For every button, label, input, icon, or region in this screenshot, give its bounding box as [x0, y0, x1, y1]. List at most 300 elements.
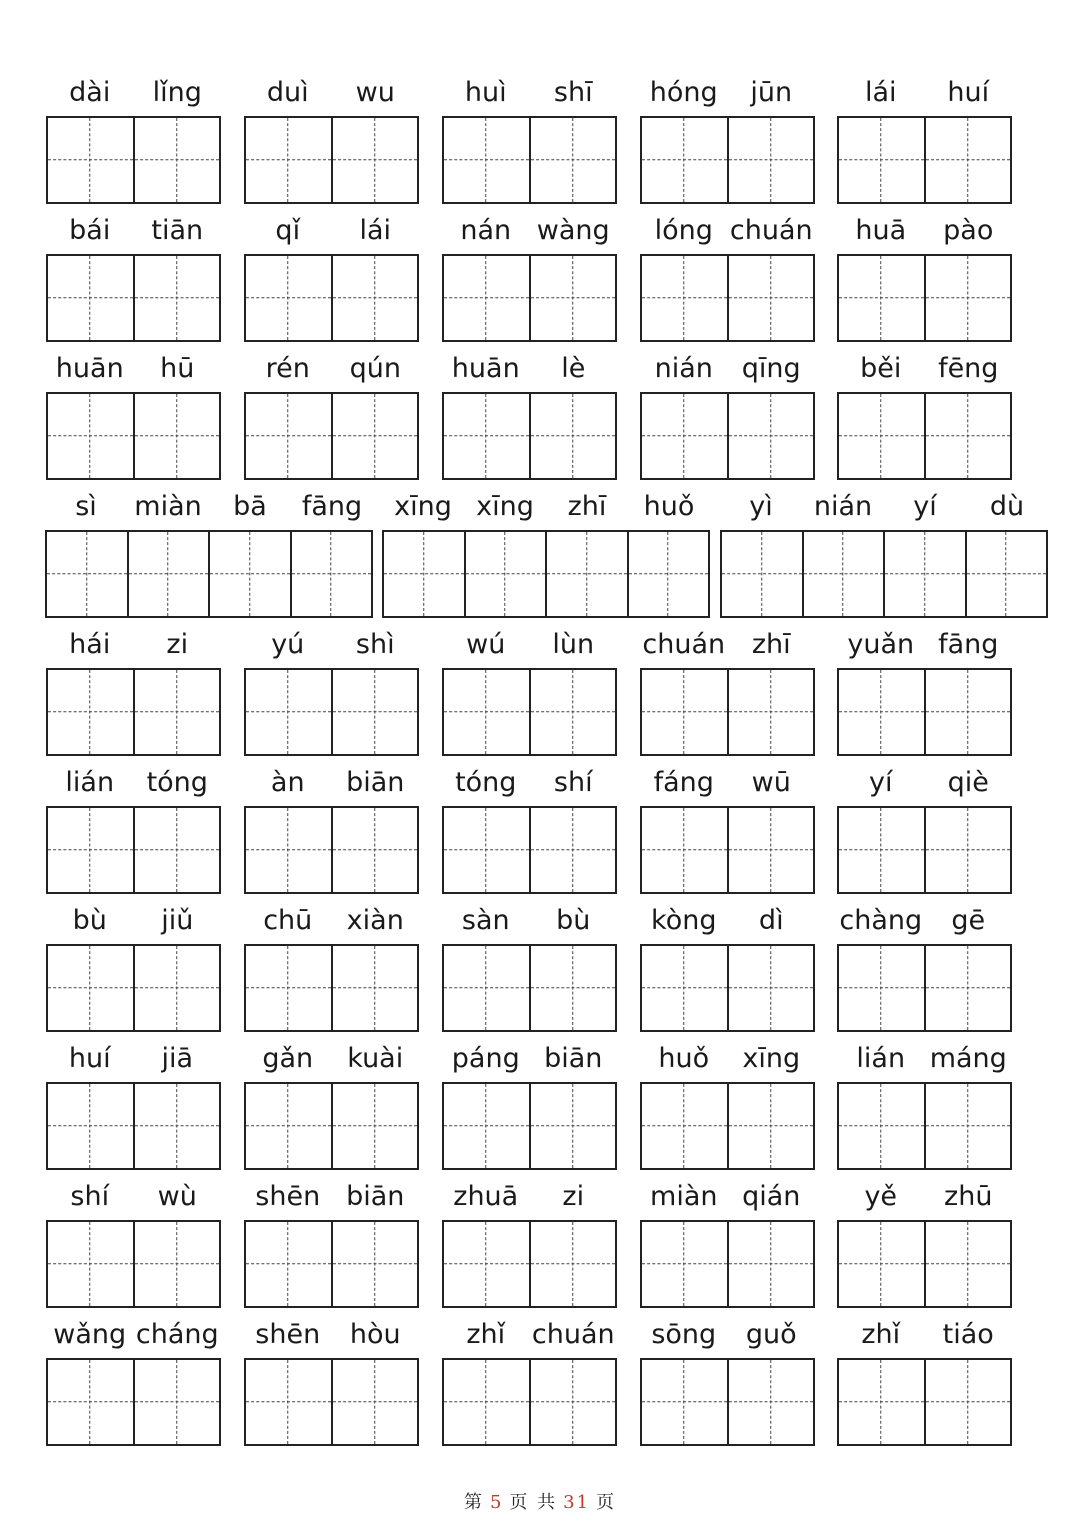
character-cell[interactable] [133, 394, 220, 478]
word-item [244, 1180, 419, 1308]
word-item [46, 1318, 221, 1446]
word-item [442, 904, 617, 1032]
pinyin-syllable: hòu [349, 1319, 401, 1350]
character-cell[interactable] [331, 946, 418, 1030]
tianzige-writing-grid [46, 116, 221, 204]
tianzige-writing-grid [640, 944, 815, 1032]
tianzige-writing-grid [837, 392, 1012, 480]
character-cell[interactable] [48, 1222, 133, 1306]
pinyin-syllable: qián [742, 1181, 801, 1212]
pinyin-syllable: qīng [741, 353, 801, 384]
character-cell[interactable] [727, 946, 814, 1030]
character-cell[interactable] [133, 1360, 220, 1444]
pinyin-syllable: huí [68, 1043, 111, 1074]
character-cell[interactable] [924, 946, 1011, 1030]
pinyin-syllable: wu [355, 77, 395, 108]
character-cell[interactable] [48, 1360, 133, 1444]
character-cell[interactable] [208, 532, 290, 616]
pinyin-syllable: sì [75, 491, 97, 522]
character-cell[interactable] [924, 118, 1011, 202]
pinyin-syllable: chàng [839, 905, 923, 936]
character-cell[interactable] [133, 670, 220, 754]
character-cell[interactable] [727, 808, 814, 892]
pinyin-syllable: xīng [742, 1043, 801, 1074]
footer-suffix: 页 [596, 1492, 617, 1513]
pinyin-syllable: biān [346, 1181, 405, 1212]
pinyin-syllable: tóng [455, 767, 517, 798]
character-cell[interactable] [839, 1084, 924, 1168]
character-cell[interactable] [444, 670, 529, 754]
character-cell[interactable] [464, 532, 546, 616]
pinyin-syllable: zhū [944, 1181, 993, 1212]
pinyin-syllable: hái [69, 629, 111, 660]
tianzige-writing-grid [837, 1082, 1012, 1170]
tianzige-writing-grid [244, 944, 419, 1032]
tianzige-writing-grid [442, 116, 617, 204]
word-item [442, 1042, 617, 1170]
character-cell[interactable] [839, 1222, 924, 1306]
tianzige-writing-grid [442, 944, 617, 1032]
pinyin-syllable: gǎn [262, 1043, 314, 1074]
character-cell[interactable] [529, 394, 616, 478]
tianzige-writing-grid [442, 1220, 617, 1308]
character-cell[interactable] [642, 1222, 727, 1306]
tianzige-writing-grid [442, 806, 617, 894]
word-item [46, 352, 221, 480]
pinyin-syllable: wàng [536, 215, 610, 246]
pinyin-syllable: nán [460, 215, 512, 246]
pinyin-syllable: miàn [650, 1181, 718, 1212]
word-item [244, 214, 419, 342]
pinyin-syllable: tiáo [942, 1319, 994, 1350]
character-cell[interactable] [727, 256, 814, 340]
pinyin-syllable: biān [346, 767, 405, 798]
pinyin-syllable: sàn [461, 905, 510, 936]
current-page-number: 5 [489, 1492, 504, 1513]
word-item [244, 628, 419, 756]
character-cell[interactable] [48, 946, 133, 1030]
pinyin-syllable: dù [989, 491, 1025, 522]
word-item [837, 1318, 1012, 1446]
character-cell[interactable] [384, 532, 464, 616]
pinyin-syllable: guǒ [745, 1319, 797, 1350]
tianzige-writing-grid [442, 1082, 617, 1170]
pinyin-syllable: huān [451, 353, 520, 384]
tianzige-writing-grid [640, 1220, 815, 1308]
footer-middle: 页 共 [509, 1492, 558, 1513]
pinyin-syllable: shì [355, 629, 395, 660]
pinyin-syllable: nián [813, 491, 873, 522]
character-cell[interactable] [331, 1360, 418, 1444]
tianzige-writing-grid [720, 530, 1048, 618]
character-cell[interactable] [48, 808, 133, 892]
pinyin-syllable: gē [951, 905, 986, 936]
tianzige-writing-grid [837, 1220, 1012, 1308]
tianzige-writing-grid [244, 668, 419, 756]
tianzige-writing-grid [244, 392, 419, 480]
pinyin-syllable: wū [751, 767, 791, 798]
character-cell[interactable] [839, 256, 924, 340]
tianzige-writing-grid [837, 668, 1012, 756]
tianzige-writing-grid [640, 392, 815, 480]
character-cell[interactable] [642, 394, 727, 478]
tianzige-writing-grid [837, 254, 1012, 342]
character-cell[interactable] [965, 532, 1047, 616]
tianzige-writing-grid [45, 530, 373, 618]
tianzige-writing-grid [46, 254, 221, 342]
word-item [837, 628, 1012, 756]
character-cell[interactable] [133, 118, 220, 202]
tianzige-writing-grid [244, 116, 419, 204]
tianzige-writing-grid [46, 668, 221, 756]
character-cell[interactable] [924, 670, 1011, 754]
tianzige-writing-grid [640, 668, 815, 756]
character-cell[interactable] [331, 256, 418, 340]
pinyin-syllable: zhī [751, 629, 791, 660]
pinyin-syllable: qǐ [275, 215, 301, 246]
pinyin-syllable: fāng [938, 629, 999, 660]
character-cell[interactable] [246, 1222, 331, 1306]
character-cell[interactable] [529, 1222, 616, 1306]
tianzige-writing-grid [244, 806, 419, 894]
pinyin-syllable: zhuā [453, 1181, 519, 1212]
word-item [837, 1042, 1012, 1170]
pinyin-syllable: zhī [567, 491, 607, 522]
pinyin-syllable: zi [562, 1181, 585, 1212]
character-cell[interactable] [529, 1360, 616, 1444]
character-cell[interactable] [529, 256, 616, 340]
word-item [46, 1180, 221, 1308]
word-item [45, 490, 373, 618]
character-cell[interactable] [331, 1084, 418, 1168]
word-item [442, 76, 617, 204]
character-cell[interactable] [529, 946, 616, 1030]
word-item [640, 766, 815, 894]
word-item [244, 352, 419, 480]
pinyin-syllable: kòng [651, 905, 717, 936]
character-cell[interactable] [444, 808, 529, 892]
character-cell[interactable] [246, 1084, 331, 1168]
tianzige-writing-grid [46, 392, 221, 480]
word-item [46, 766, 221, 894]
tianzige-writing-grid [244, 1358, 419, 1446]
pinyin-syllable: huā [855, 215, 907, 246]
word-item [837, 214, 1012, 342]
character-cell[interactable] [48, 670, 133, 754]
pinyin-syllable: chuán [642, 629, 726, 660]
pinyin-syllable: yí [913, 491, 937, 522]
character-cell[interactable] [545, 532, 627, 616]
character-cell[interactable] [246, 808, 331, 892]
word-item [837, 766, 1012, 894]
character-cell[interactable] [727, 1360, 814, 1444]
pinyin-syllable: dài [69, 77, 111, 108]
pinyin-syllable: zhǐ [861, 1319, 901, 1350]
tianzige-writing-grid [442, 392, 617, 480]
tianzige-writing-grid [244, 1082, 419, 1170]
character-cell[interactable] [246, 670, 331, 754]
character-cell[interactable] [529, 808, 616, 892]
character-cell[interactable] [133, 1222, 220, 1306]
pinyin-syllable: jiā [161, 1043, 194, 1074]
character-cell[interactable] [839, 1360, 924, 1444]
character-cell[interactable] [839, 946, 924, 1030]
pinyin-syllable: jiǔ [161, 905, 194, 936]
word-item [46, 76, 221, 204]
character-cell[interactable] [529, 1084, 616, 1168]
pinyin-syllable: kuài [347, 1043, 404, 1074]
pinyin-syllable: nián [654, 353, 713, 384]
character-cell[interactable] [642, 670, 727, 754]
character-cell[interactable] [529, 670, 616, 754]
word-item [640, 214, 815, 342]
pinyin-syllable: rén [265, 353, 310, 384]
pinyin-syllable: xīng [476, 491, 534, 522]
pinyin-syllable: xīng [394, 491, 452, 522]
pinyin-syllable: miàn [134, 491, 202, 522]
pinyin-syllable: huǒ [658, 1043, 710, 1074]
pinyin-syllable: shēn [255, 1181, 321, 1212]
word-item [640, 904, 815, 1032]
character-cell[interactable] [924, 1360, 1011, 1444]
pinyin-syllable: xiàn [346, 905, 404, 936]
word-item [442, 1318, 617, 1446]
tianzige-writing-grid [640, 116, 815, 204]
character-cell[interactable] [331, 670, 418, 754]
word-item [640, 1318, 815, 1446]
pinyin-syllable: shí [553, 767, 593, 798]
character-cell[interactable] [246, 394, 331, 478]
character-cell[interactable] [246, 1360, 331, 1444]
character-cell[interactable] [642, 1360, 727, 1444]
word-item [244, 766, 419, 894]
character-cell[interactable] [246, 118, 331, 202]
character-cell[interactable] [839, 118, 924, 202]
character-cell[interactable] [727, 1222, 814, 1306]
character-cell[interactable] [133, 256, 220, 340]
pinyin-syllable: yì [749, 491, 773, 522]
pinyin-syllable: bái [69, 215, 111, 246]
word-item [837, 352, 1012, 480]
character-cell[interactable] [642, 118, 727, 202]
pinyin-syllable: lái [359, 215, 392, 246]
character-cell[interactable] [133, 946, 220, 1030]
character-cell[interactable] [627, 532, 709, 616]
tianzige-writing-grid [640, 1358, 815, 1446]
word-item [640, 352, 815, 480]
pinyin-syllable: huí [947, 77, 990, 108]
pinyin-syllable: lián [856, 1043, 906, 1074]
character-cell[interactable] [48, 256, 133, 340]
pinyin-syllable: fāng [301, 491, 363, 522]
character-cell[interactable] [47, 532, 127, 616]
character-cell[interactable] [331, 394, 418, 478]
character-cell[interactable] [839, 670, 924, 754]
character-cell[interactable] [444, 1360, 529, 1444]
pinyin-syllable: bù [556, 905, 591, 936]
pinyin-syllable: wù [157, 1181, 197, 1212]
pinyin-syllable: chū [263, 905, 313, 936]
pinyin-syllable: chuán [531, 1319, 615, 1350]
word-item [442, 352, 617, 480]
character-cell[interactable] [529, 118, 616, 202]
character-cell[interactable] [246, 946, 331, 1030]
tianzige-writing-grid [640, 1082, 815, 1170]
word-item [720, 490, 1048, 618]
pinyin-syllable: zi [166, 629, 189, 660]
pinyin-syllable: hū [160, 353, 195, 384]
pinyin-syllable: bā [233, 491, 267, 522]
pinyin-syllable: páng [451, 1043, 520, 1074]
pinyin-syllable: duì [266, 77, 309, 108]
pinyin-syllable: lái [864, 77, 897, 108]
word-item [837, 904, 1012, 1032]
pinyin-syllable: běi [860, 353, 902, 384]
character-cell[interactable] [924, 808, 1011, 892]
character-cell[interactable] [642, 256, 727, 340]
pinyin-syllable: wǎng [53, 1319, 127, 1350]
tianzige-writing-grid [837, 1358, 1012, 1446]
pinyin-syllable: yí [869, 767, 893, 798]
pinyin-syllable: máng [929, 1043, 1007, 1074]
pinyin-syllable: tóng [146, 767, 208, 798]
character-cell[interactable] [802, 532, 884, 616]
tianzige-writing-grid [244, 254, 419, 342]
word-item [46, 1042, 221, 1170]
pinyin-syllable: huǒ [643, 491, 695, 522]
character-cell[interactable] [331, 1222, 418, 1306]
pinyin-syllable: lóng [654, 215, 713, 246]
tianzige-writing-grid [46, 806, 221, 894]
tianzige-writing-grid [640, 254, 815, 342]
pinyin-syllable: yú [271, 629, 305, 660]
character-cell[interactable] [48, 118, 133, 202]
character-cell[interactable] [48, 394, 133, 478]
character-cell[interactable] [642, 946, 727, 1030]
pinyin-syllable: lǐng [152, 77, 202, 108]
word-item [46, 904, 221, 1032]
tianzige-writing-grid [46, 1358, 221, 1446]
pinyin-syllable: hóng [649, 77, 718, 108]
pinyin-syllable: lùn [552, 629, 595, 660]
tianzige-writing-grid [46, 1082, 221, 1170]
character-cell[interactable] [444, 1222, 529, 1306]
character-cell[interactable] [48, 1084, 133, 1168]
character-cell[interactable] [642, 1084, 727, 1168]
character-cell[interactable] [924, 256, 1011, 340]
character-cell[interactable] [924, 394, 1011, 478]
character-cell[interactable] [133, 808, 220, 892]
pinyin-syllable: yě [864, 1181, 898, 1212]
pinyin-syllable: qiè [947, 767, 989, 798]
tianzige-writing-grid [442, 254, 617, 342]
pinyin-syllable: biān [544, 1043, 603, 1074]
character-cell[interactable] [444, 256, 529, 340]
pinyin-syllable: jūn [750, 77, 793, 108]
word-item [244, 1318, 419, 1446]
page-footer [0, 1488, 1080, 1514]
pinyin-syllable: huān [55, 353, 124, 384]
word-item [442, 766, 617, 894]
word-item [837, 1180, 1012, 1308]
character-cell[interactable] [839, 808, 924, 892]
word-item [442, 214, 617, 342]
character-cell[interactable] [127, 532, 209, 616]
character-cell[interactable] [727, 670, 814, 754]
pinyin-syllable: chuán [729, 215, 813, 246]
character-cell[interactable] [331, 808, 418, 892]
word-item [640, 1180, 815, 1308]
character-cell[interactable] [727, 1084, 814, 1168]
pinyin-syllable: fēng [938, 353, 999, 384]
tianzige-writing-grid [46, 1220, 221, 1308]
character-cell[interactable] [839, 394, 924, 478]
character-cell[interactable] [246, 256, 331, 340]
word-item [640, 76, 815, 204]
word-item [640, 628, 815, 756]
tianzige-writing-grid [46, 944, 221, 1032]
total-pages-number: 31 [563, 1492, 591, 1513]
character-cell[interactable] [133, 1084, 220, 1168]
character-cell[interactable] [883, 532, 965, 616]
character-cell[interactable] [722, 532, 802, 616]
pinyin-syllable: shī [553, 77, 593, 108]
character-cell[interactable] [290, 532, 372, 616]
pinyin-syllable: wú [466, 629, 506, 660]
pinyin-syllable: tiān [151, 215, 204, 246]
pinyin-syllable: fáng [653, 767, 714, 798]
word-item [382, 490, 710, 618]
pinyin-syllable: sōng [651, 1319, 717, 1350]
word-item [244, 1042, 419, 1170]
pinyin-syllable: cháng [135, 1319, 219, 1350]
word-item [640, 1042, 815, 1170]
character-cell[interactable] [444, 118, 529, 202]
pinyin-syllable: yuǎn [847, 629, 915, 660]
word-item [46, 214, 221, 342]
footer-prefix: 第 [463, 1492, 484, 1513]
word-item [244, 904, 419, 1032]
character-cell[interactable] [444, 394, 529, 478]
pinyin-syllable: huì [464, 77, 507, 108]
pinyin-syllable: pào [943, 215, 994, 246]
tianzige-writing-grid [837, 944, 1012, 1032]
character-cell[interactable] [924, 1222, 1011, 1306]
pinyin-syllable: dì [758, 905, 784, 936]
tianzige-writing-grid [837, 116, 1012, 204]
character-cell[interactable] [727, 118, 814, 202]
tianzige-writing-grid [244, 1220, 419, 1308]
pinyin-syllable: lián [65, 767, 115, 798]
pinyin-syllable: lè [561, 353, 586, 384]
word-item [46, 628, 221, 756]
word-item [244, 76, 419, 204]
pinyin-syllable: àn [270, 767, 305, 798]
tianzige-writing-grid [442, 1358, 617, 1446]
word-item [837, 76, 1012, 204]
character-cell[interactable] [444, 1084, 529, 1168]
word-item [442, 1180, 617, 1308]
character-cell[interactable] [331, 118, 418, 202]
character-cell[interactable] [924, 1084, 1011, 1168]
character-cell[interactable] [444, 946, 529, 1030]
pinyin-syllable: zhǐ [466, 1319, 506, 1350]
character-cell[interactable] [727, 394, 814, 478]
character-cell[interactable] [642, 808, 727, 892]
pinyin-syllable: shí [70, 1181, 110, 1212]
pinyin-syllable: shēn [255, 1319, 321, 1350]
word-item [442, 628, 617, 756]
